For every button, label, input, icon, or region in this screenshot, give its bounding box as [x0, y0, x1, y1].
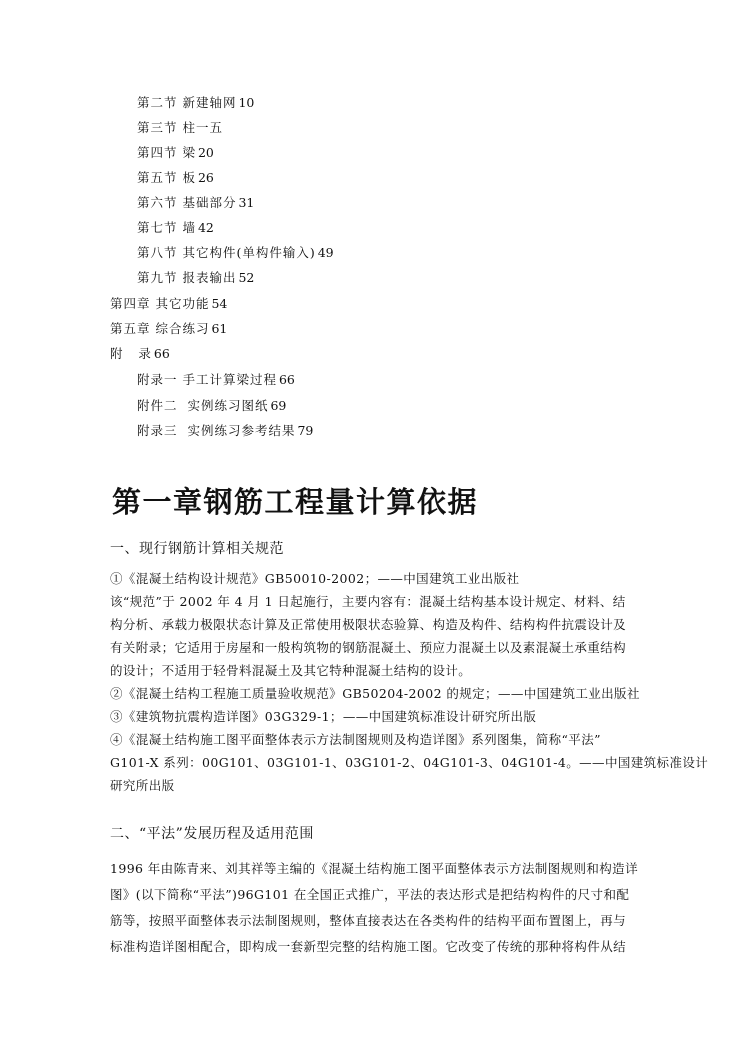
toc-entry-label: 附录一 手工计算梁过程	[137, 372, 277, 387]
regulation-item: ①《混凝土结构设计规范》GB50010-2002；——中国建筑工业出版社	[110, 571, 520, 586]
section-heading: 二、“平法”发展历程及适用范围	[110, 826, 314, 842]
paragraph-line: 标准构造详图相配合，即构成一套新型完整的结构施工图。它改变了传统的那种将构件从结	[110, 939, 627, 954]
toc-entry[interactable]	[137, 220, 214, 236]
toc-entry-page: 66	[153, 346, 170, 361]
regulation-item: ③《建筑物抗震构造详图》03G329-1；——中国建筑标准设计研究所出版	[110, 709, 537, 724]
toc-entry[interactable]	[137, 170, 214, 186]
paragraph-line: 有关附录；它适用于房屋和一般构筑物的钢筋混凝土、预应力混凝土以及素混凝土承重结构	[110, 640, 627, 655]
paragraph-line: G101-X 系列：00G101、03G101-1、03G101-2、04G101-3、04G101-4。——中国建筑标准设计	[110, 755, 709, 770]
paragraph-line: 研究所出版	[110, 778, 175, 793]
toc-entry-label: 第九节 报表输出	[137, 270, 237, 285]
toc-entry-page: 42	[197, 220, 214, 235]
toc-entry-page: 52	[238, 270, 255, 285]
paragraph-line: 该“规范”于 2002 年 4 月 1 日起施行，主要内容有：混凝土结构基本设计规定、材料、结	[110, 594, 626, 609]
toc-entry-label: 第五节 板	[137, 170, 196, 185]
toc-entry[interactable]	[137, 145, 214, 161]
toc-entry-label: 附录三 实例练习参考结果	[137, 423, 296, 438]
paragraph-line: 的设计；不适用于轻骨料混凝土及其它特种混凝土结构的设计。	[110, 663, 472, 678]
paragraph-line: 图》(以下简称“平法”)96G101 在全国正式推广，平法的表达形式是把结构构件的尺寸和配	[110, 887, 630, 902]
toc-entry[interactable]	[110, 321, 227, 337]
toc-entry-page: 54	[211, 296, 228, 311]
toc-entry-page: 66	[278, 372, 295, 387]
toc-entry-page: 20	[197, 145, 214, 160]
toc-entry-page: 61	[211, 321, 228, 336]
toc-entry-label: 第七节 墙	[137, 220, 196, 235]
toc-entry-page: 31	[238, 195, 255, 210]
regulation-item: ④《混凝土结构施工图平面整体表示方法制图规则及构造详图》系列图集，简称“平法”	[110, 732, 601, 747]
toc-entry-page: 79	[297, 423, 314, 438]
toc-entry[interactable]	[137, 245, 334, 261]
toc-entry[interactable]	[110, 346, 170, 362]
toc-entry-label: 第二节 新建轴网	[137, 95, 237, 110]
regulation-item: ②《混凝土结构工程施工质量验收规范》GB50204-2002 的规定；——中国建筑工业出版社	[110, 686, 640, 701]
toc-entry[interactable]	[137, 270, 254, 286]
toc-entry[interactable]	[137, 195, 254, 211]
toc-entry-label: 第六节 基础部分	[137, 195, 237, 210]
chapter-title: 第一章钢筋工程量计算依据	[112, 485, 479, 519]
toc-entry-label: 第五章 综合练习	[110, 321, 210, 336]
paragraph-line: 构分析、承载力极限状态计算及正常使用极限状态验算、构造及构件、结构构件抗震设计及	[110, 617, 627, 632]
toc-entry-page: 10	[238, 95, 255, 110]
toc-entry-page: 49	[317, 245, 334, 260]
section-heading: 一、现行钢筋计算相关规范	[110, 541, 284, 557]
toc-entry[interactable]	[137, 95, 254, 111]
toc-entry-label: 第四章 其它功能	[110, 296, 210, 311]
toc-entry-label: 第八节 其它构件(单构件输入)	[137, 245, 316, 260]
paragraph-line: 筋等，按照平面整体表示法制图规则，整体直接表达在各类构件的结构平面布置图上，再与	[110, 913, 627, 928]
toc-entry[interactable]	[137, 398, 286, 414]
section1-body	[110, 567, 709, 797]
toc-entry-label: 附 录	[110, 346, 152, 361]
paragraph-line: 1996 年由陈青来、刘其祥等主编的《混凝土结构施工图平面整体表示方法制图规则和构造详	[110, 861, 638, 876]
toc-entry[interactable]	[137, 120, 225, 136]
toc-entry-label: 第四节 梁	[137, 145, 196, 160]
toc-entry-page: 26	[197, 170, 214, 185]
toc-entry[interactable]	[110, 296, 227, 312]
toc-entry-label: 附件二 实例练习图纸	[137, 398, 269, 413]
toc-entry[interactable]	[137, 372, 295, 388]
toc-entry-label: 第三节 柱一五	[137, 120, 223, 135]
toc-entry[interactable]	[137, 423, 313, 439]
toc-entry-page: 69	[270, 398, 287, 413]
section2-body	[110, 856, 638, 960]
